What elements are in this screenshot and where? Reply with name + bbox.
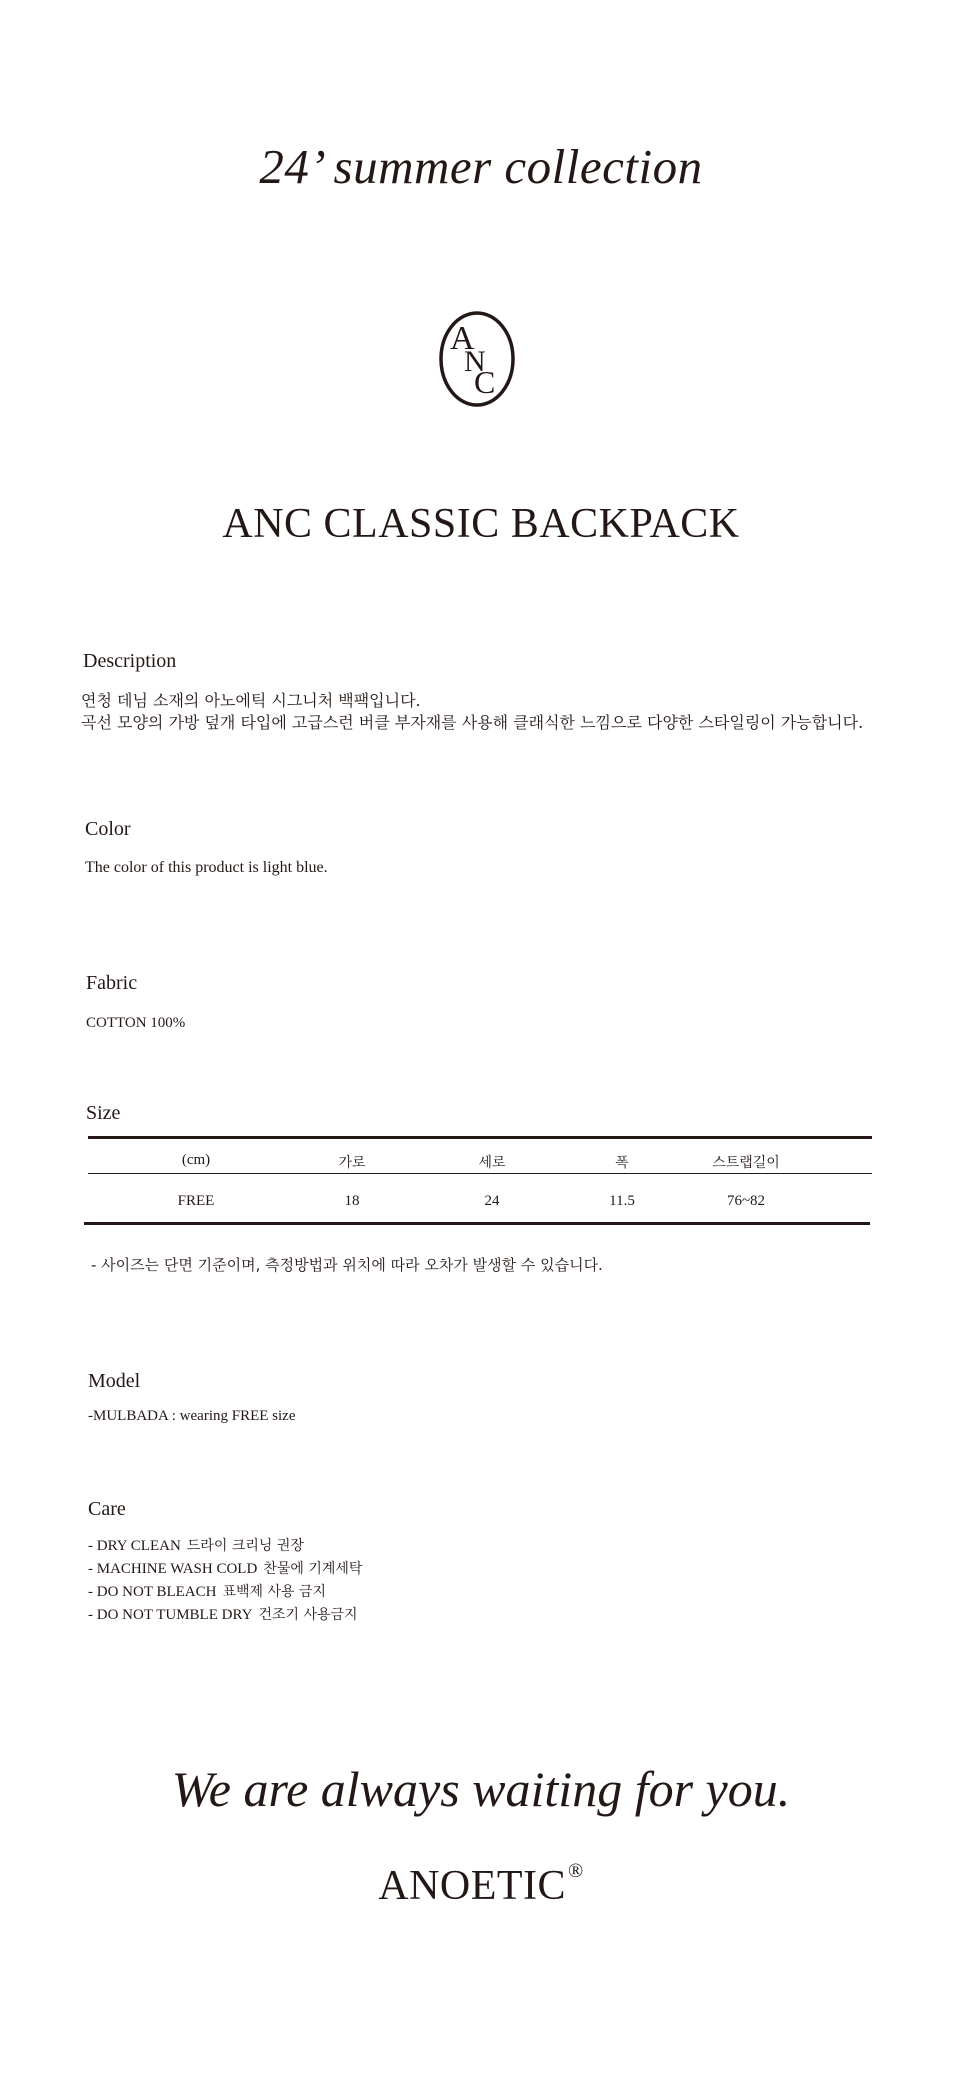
size-value-cell: 11.5 [609,1193,635,1209]
anc-logo-icon [437,309,517,409]
description-line: 연청 데님 소재의 아노에틱 시그니처 백팩입니다. [81,691,421,710]
table-header-rule [88,1173,872,1174]
fabric-text: COTTON 100% [86,1015,186,1031]
size-header-cell: 스트랩길이 [712,1155,780,1171]
collection-title: 24’ summer collection [259,139,703,194]
size-table [86,1136,872,1228]
care-item: - MACHINE WASH COLD 찬물에 기계세탁 [88,1561,363,1577]
care-heading: Care [88,1498,126,1520]
size-note: - 사이즈는 단면 기준이며, 측정방법과 위치에 따라 오차가 발생할 수 있습니다. [91,1256,603,1274]
model-heading: Model [88,1370,141,1392]
svg-text:N: N [464,345,486,378]
size-header-cell: 폭 [615,1155,629,1171]
size-header-cell: (cm) [181,1152,211,1168]
brand-name: ANOETIC [378,1863,567,1909]
tagline: We are always waiting for you. [171,1761,791,1817]
svg-text:C: C [474,364,496,400]
model-text: -MULBADA : wearing FREE size [88,1408,296,1424]
svg-text:A: A [450,320,475,357]
size-value-cell: 24 [484,1193,500,1209]
size-heading: Size [86,1102,121,1124]
care-list [88,1535,362,1627]
care-item: - DO NOT TUMBLE DRY 건조기 사용금지 [88,1607,358,1623]
care-item: - DRY CLEAN 드라이 크리닝 권장 [88,1538,304,1554]
size-value-cell: FREE [177,1193,215,1209]
size-header-cell: 가로 [338,1155,366,1171]
color-text: The color of this product is light blue. [85,859,328,876]
description-line: 곡선 모양의 가방 덮개 타입에 고급스런 버클 부자재를 사용해 클래식한 느낌으로 다양한 스타일링이 가능합니다. [81,713,864,732]
size-value-cell: 76~82 [726,1193,766,1209]
color-heading: Color [85,818,131,840]
description-heading: Description [83,650,177,672]
fabric-heading: Fabric [86,972,138,994]
care-item: - DO NOT BLEACH 표백제 사용 금지 [88,1584,327,1600]
table-bottom-rule [84,1222,870,1225]
size-header-cell: 세로 [478,1155,506,1171]
description-text [81,690,863,734]
product-title: ANC CLASSIC BACKPACK [222,501,740,547]
brand-logo [0,1860,962,1910]
registered-mark: ® [568,1860,584,1882]
table-top-rule [88,1136,872,1139]
size-value-cell: 18 [344,1193,360,1209]
